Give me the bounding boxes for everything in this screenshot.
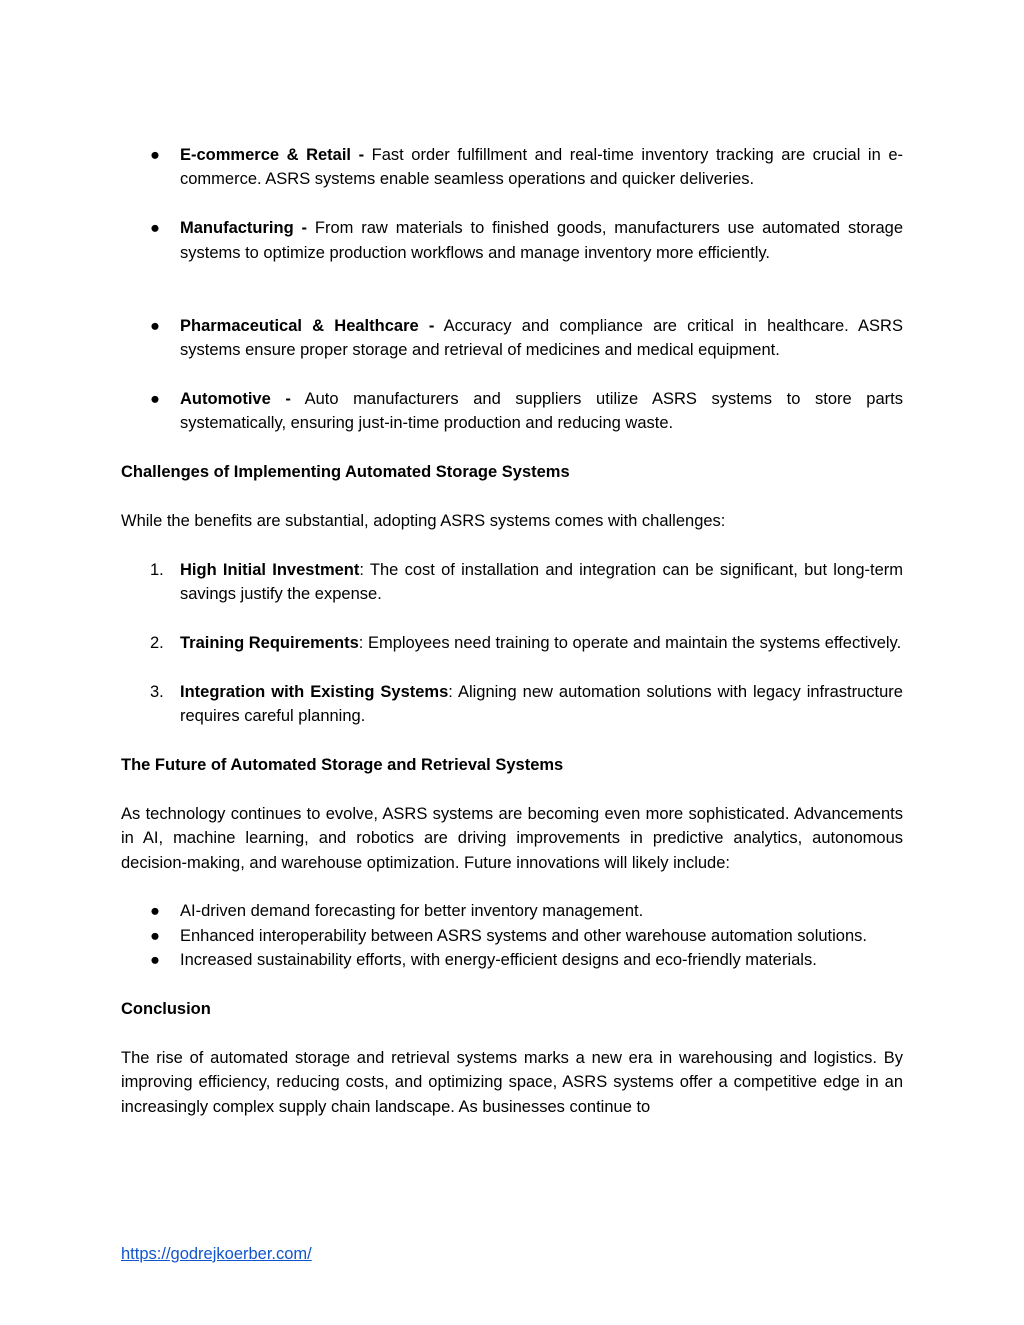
list-item bbox=[121, 387, 903, 436]
bullet-icon: ● bbox=[150, 902, 160, 921]
list-item bbox=[121, 631, 903, 655]
conclusion-heading: Conclusion bbox=[121, 1000, 211, 1019]
bullet-icon: ● bbox=[150, 390, 160, 409]
challenge-title: Integration with Existing Systems bbox=[180, 682, 449, 701]
future-heading: The Future of Automated Storage and Retrieval Systems bbox=[121, 756, 564, 775]
industry-title: Pharmaceutical & Healthcare - bbox=[180, 316, 435, 335]
list-item bbox=[121, 924, 903, 948]
industry-text: Auto manufacturers and suppliers utilize ASRS systems to store parts systematically, ensuring just-in-time production and reducing waste. bbox=[180, 390, 903, 433]
challenge-title: High Initial Investment bbox=[180, 560, 360, 579]
industry-title: Manufacturing - bbox=[180, 219, 308, 238]
future-item-text: Enhanced interoperability between ASRS systems and other warehouse automation solutions. bbox=[180, 926, 867, 945]
list-item bbox=[121, 216, 903, 265]
industry-text: Fast order fulfillment and real-time inventory tracking are crucial in e-commerce. ASRS systems enable seamless operations and quicker deliveries. bbox=[180, 146, 903, 189]
future-intro: As technology continues to evolve, ASRS systems are becoming even more sophisticated. Advancements in AI, machine learning, and robotics are driving improvements in predictive analytics, autonomous decision-making, and warehouse optimization. Future innovations will likely include: bbox=[121, 804, 903, 872]
bullet-icon: ● bbox=[150, 146, 160, 164]
industry-text: Accuracy and compliance are critical in healthcare. ASRS systems ensure proper storage and retrieval of medicines and medical equipment. bbox=[180, 316, 903, 360]
conclusion-text: The rise of automated storage and retrieval systems marks a new era in warehousing and logistics. By improving efficiency, reducing costs, and optimizing space, ASRS systems offer a competitive edge in an increasingly complex supply chain landscape. As businesses continue to bbox=[121, 1048, 903, 1116]
industry-text: From raw materials to finished goods, manufacturers use automated storage systems to optimize production workflows and manage inventory more efficiently. bbox=[180, 219, 903, 262]
footer-link[interactable]: https://godrejkoerber.com/ bbox=[121, 1245, 312, 1263]
list-number: 2. bbox=[150, 634, 164, 653]
list-item bbox=[121, 143, 903, 192]
challenge-text: : The cost of installation and integration can be significant, but long-term savings justify the expense. bbox=[180, 560, 903, 604]
bullet-icon: ● bbox=[150, 316, 160, 335]
challenge-title: Training Requirements bbox=[180, 634, 359, 653]
challenges-intro: While the benefits are substantial, adopting ASRS systems comes with challenges: bbox=[121, 512, 726, 531]
bullet-icon: ● bbox=[150, 926, 160, 945]
industry-list bbox=[121, 143, 903, 436]
challenge-text: : Aligning new automation solutions with legacy infrastructure requires careful planning. bbox=[180, 682, 903, 726]
bullet-icon: ● bbox=[150, 219, 160, 238]
list-item bbox=[121, 558, 903, 607]
future-item-text: AI-driven demand forecasting for better inventory management. bbox=[180, 902, 644, 921]
bullet-icon: ● bbox=[150, 951, 160, 970]
document-body bbox=[121, 143, 903, 1119]
future-list bbox=[121, 899, 903, 972]
list-item bbox=[121, 314, 903, 363]
challenges-list bbox=[121, 558, 903, 729]
list-number: 1. bbox=[150, 560, 164, 579]
list-item bbox=[121, 680, 903, 729]
challenge-text: : Employees need training to operate and maintain the systems effectively. bbox=[358, 634, 902, 653]
list-number: 3. bbox=[150, 682, 164, 701]
industry-title: Automotive - bbox=[180, 390, 291, 409]
industry-title: E-commerce & Retail - bbox=[180, 146, 365, 164]
list-item bbox=[121, 899, 903, 923]
future-item-text: Increased sustainability efforts, with energy-efficient designs and eco-friendly materials. bbox=[180, 951, 817, 970]
list-item bbox=[121, 948, 903, 972]
challenges-heading: Challenges of Implementing Automated Storage Systems bbox=[121, 463, 570, 482]
